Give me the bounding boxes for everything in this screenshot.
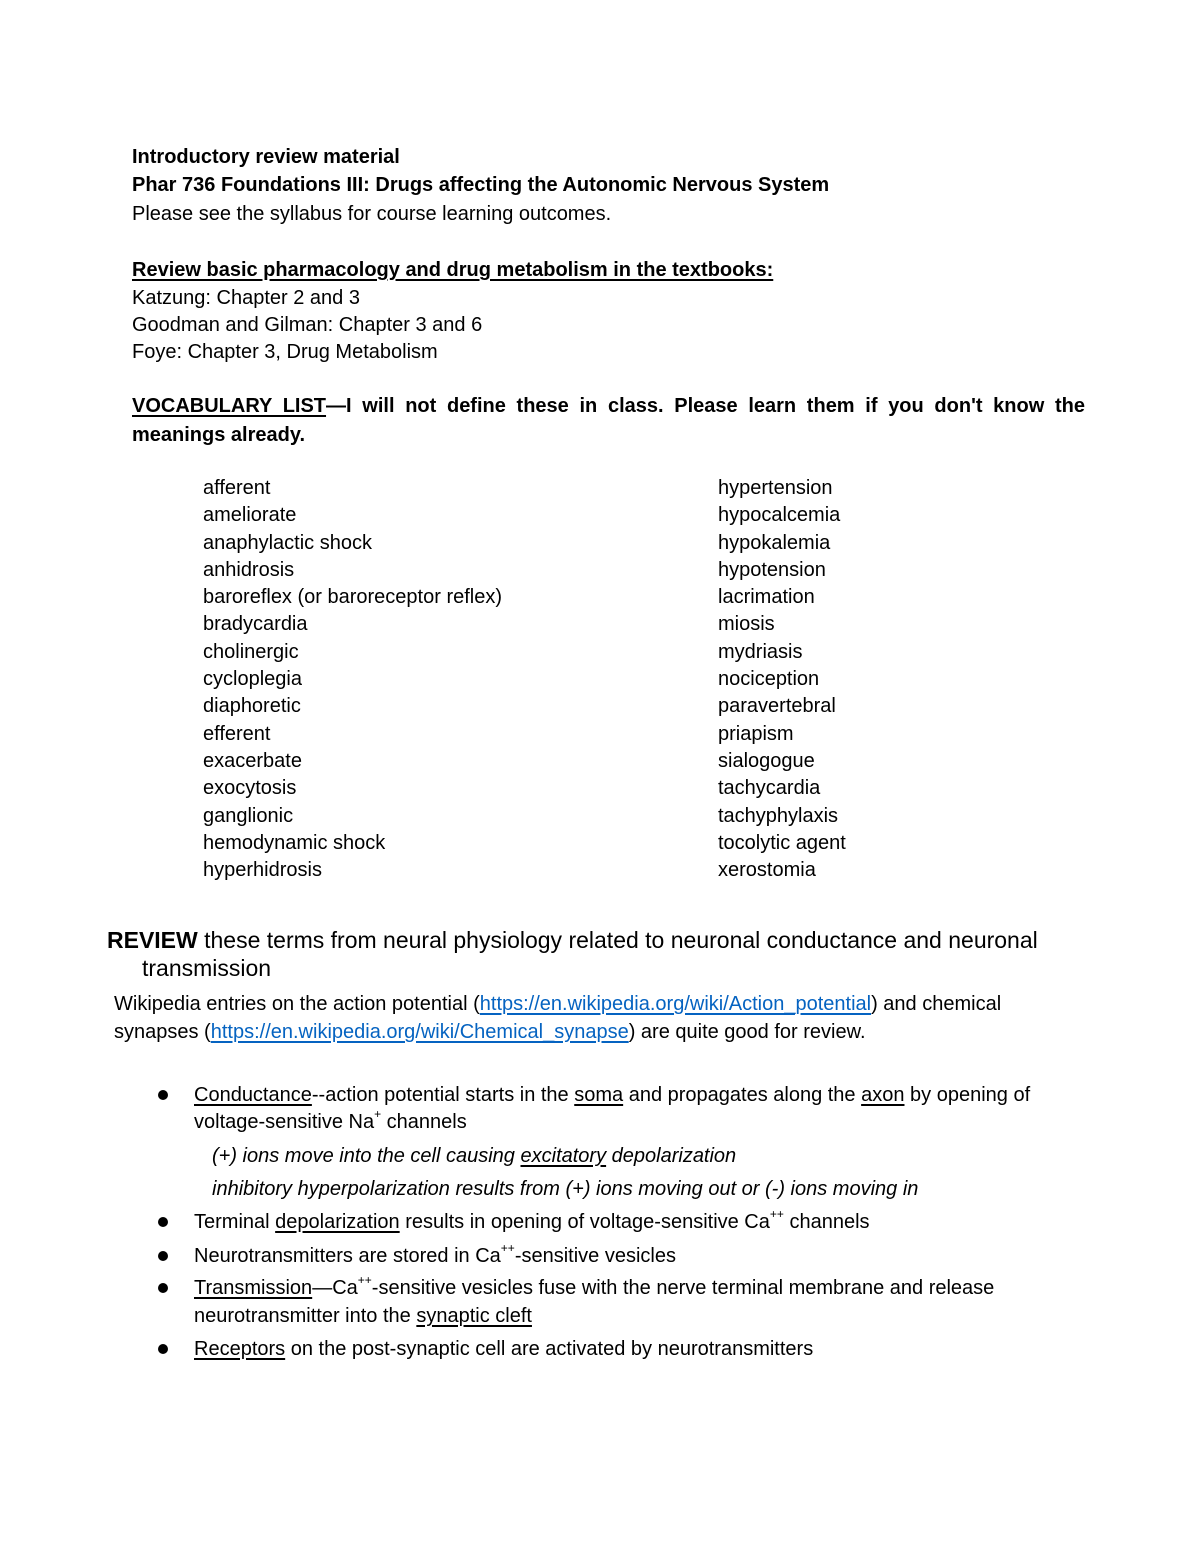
- vocab-intro-cont: meanings already.: [132, 424, 306, 446]
- vocab-term: baroreflex (or baroreceptor reflex): [203, 586, 503, 609]
- bullet-text: —Ca: [312, 1277, 358, 1299]
- wiki-text: ) and chemical: [871, 993, 1002, 1015]
- vocab-term: efferent: [203, 722, 271, 745]
- doc-subtitle: Introductory review material: [132, 146, 400, 168]
- vocab-term: hyperhidrosis: [203, 859, 322, 882]
- superscript: ++: [357, 1273, 372, 1288]
- bullet-text: --action potential starts in the: [311, 1084, 575, 1106]
- bullet-text: -sensitive vesicles fuse with the nerve terminal membrane and release: [371, 1277, 995, 1299]
- bullet-text: neurotransmitter into the: [194, 1305, 417, 1327]
- bullet-text: Terminal: [194, 1211, 276, 1233]
- term-synaptic-cleft: synaptic cleft: [416, 1305, 532, 1327]
- course-title: Phar 736 Foundations III: Drugs affecting the Autonomic Nervous System: [132, 174, 830, 196]
- vocab-term: hypokalemia: [718, 531, 831, 554]
- review-heading: [107, 926, 1038, 982]
- vocab-term: anhidrosis: [203, 558, 295, 581]
- bullet-text: -sensitive vesicles: [514, 1245, 676, 1267]
- textbook-item: Foye: Chapter 3, Drug Metabolism: [132, 341, 438, 363]
- bullet-depolarization: [194, 1209, 870, 1235]
- chemical-synapse-link[interactable]: https://en.wikipedia.org/wiki/Chemical_synapse: [210, 1021, 629, 1043]
- term-soma: soma: [574, 1084, 624, 1106]
- term-axon: axon: [861, 1084, 905, 1106]
- vocab-term: nociception: [718, 668, 820, 691]
- vocab-left-column: [203, 475, 502, 884]
- bullet-receptors: [194, 1336, 813, 1362]
- syllabus-note: Please see the syllabus for course learning outcomes.: [132, 203, 612, 225]
- bullet-text: on the post-synaptic cell are activated by neurotransmitters: [285, 1338, 814, 1360]
- vocab-term: sialogogue: [718, 749, 815, 772]
- bullet-text: channels: [783, 1211, 870, 1233]
- vocab-term: exocytosis: [203, 777, 297, 800]
- vocab-term: cholinergic: [203, 640, 299, 663]
- vocab-term: exacerbate: [203, 749, 302, 772]
- vocab-term: tocolytic agent: [718, 831, 846, 854]
- wiki-text: ) are quite good for review.: [628, 1021, 866, 1043]
- vocab-term: diaphoretic: [203, 695, 301, 718]
- vocab-right-column: [718, 475, 846, 884]
- bullet-dot: [158, 1090, 168, 1100]
- wiki-text: Wikipedia entries on the action potential (: [114, 993, 480, 1015]
- term-transmission: Transmission: [194, 1277, 313, 1299]
- textbooks-heading: Review basic pharmacology and drug metabolism in the textbooks:: [132, 259, 774, 281]
- bullet-conductance: [194, 1082, 1030, 1108]
- bullet-text: channels: [381, 1111, 467, 1133]
- vocab-label: VOCABULARY LIST: [132, 395, 327, 417]
- bullet-dot: [158, 1251, 168, 1261]
- bullet-dot: [158, 1283, 168, 1293]
- vocab-term: lacrimation: [718, 586, 815, 609]
- vocab-term: tachyphylaxis: [718, 804, 839, 827]
- term-receptors: Receptors: [194, 1338, 286, 1360]
- vocab-term: ganglionic: [203, 804, 294, 827]
- sub-point-excitatory: [212, 1143, 736, 1169]
- vocab-term: hypocalcemia: [718, 504, 841, 527]
- action-potential-link[interactable]: https://en.wikipedia.org/wiki/Action_potential: [479, 993, 872, 1015]
- bullet-transmission-cont: [194, 1303, 532, 1329]
- bullet-text: voltage-sensitive Na: [194, 1111, 375, 1133]
- vocab-term: ameliorate: [203, 504, 297, 527]
- term-excitatory: excitatory: [520, 1145, 607, 1167]
- vocab-term: xerostomia: [718, 859, 816, 882]
- superscript: +: [374, 1107, 382, 1122]
- bullet-transmission: [194, 1275, 994, 1301]
- vocab-term: tachycardia: [718, 777, 821, 800]
- superscript: ++: [500, 1241, 515, 1256]
- term-conductance: Conductance: [194, 1084, 312, 1106]
- vocab-term: afferent: [203, 477, 271, 499]
- bullet-text: Neurotransmitters are stored in Ca: [194, 1245, 501, 1267]
- review-text: these terms from neural physiology related to neuronal conductance and neuronal: [197, 927, 1038, 953]
- vocab-term: hemodynamic shock: [203, 831, 386, 854]
- vocab-intro: [132, 393, 1085, 419]
- review-label: REVIEW: [107, 927, 198, 953]
- wiki-text: synapses (: [114, 1021, 211, 1043]
- vocab-term: bradycardia: [203, 613, 308, 636]
- sub-point-inhibitory: inhibitory hyperpolarization results from (+) ions moving out or (-) ions moving in: [212, 1178, 919, 1200]
- textbook-item: Goodman and Gilman: Chapter 3 and 6: [132, 314, 483, 336]
- bullet-text: by opening of: [904, 1084, 1031, 1106]
- vocab-intro-text: —I will not define these in class. Please learn them if you don't know the: [326, 395, 1085, 417]
- bullet-conductance-cont: [194, 1109, 467, 1135]
- bullet-text: depolarization: [606, 1145, 737, 1167]
- vocab-term: hypotension: [718, 558, 826, 581]
- textbook-item: Katzung: Chapter 2 and 3: [132, 287, 360, 309]
- bullet-text: and propagates along the: [623, 1084, 862, 1106]
- vocab-term: miosis: [718, 613, 775, 636]
- wikipedia-note: [114, 990, 1001, 1046]
- vocab-term: mydriasis: [718, 640, 803, 663]
- bullet-neurotransmitters: [194, 1243, 676, 1269]
- bullet-text: (+) ions move into the cell causing: [212, 1145, 521, 1167]
- review-text-cont: transmission: [142, 955, 272, 981]
- term-depolarization: depolarization: [275, 1211, 400, 1233]
- vocab-term: anaphylactic shock: [203, 531, 372, 554]
- vocab-term: hypertension: [718, 477, 833, 499]
- vocab-term: priapism: [718, 722, 794, 745]
- bullet-dot: [158, 1217, 168, 1227]
- bullet-dot: [158, 1344, 168, 1354]
- superscript: ++: [769, 1207, 784, 1222]
- vocab-term: cycloplegia: [203, 668, 302, 691]
- bullet-text: results in opening of voltage-sensitive Ca: [399, 1211, 770, 1233]
- vocab-term: paravertebral: [718, 695, 836, 718]
